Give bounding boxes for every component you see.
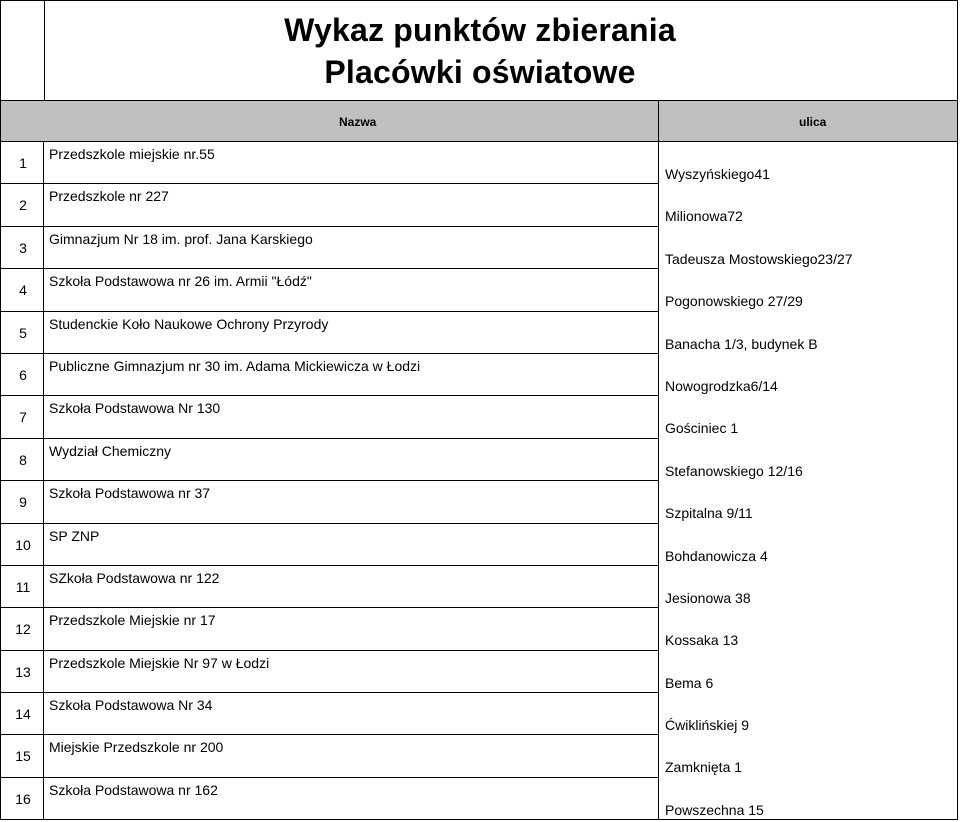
row-number-cell xyxy=(0,142,44,184)
facility-name: Miejskie Przedszkole nr 200 xyxy=(49,739,224,756)
street-address: Ćwiklińskiej 9 xyxy=(665,717,750,734)
table-row xyxy=(0,608,958,650)
row-number: 3 xyxy=(19,239,27,256)
name-cell xyxy=(44,778,658,820)
sheet-subtitle: Placówki oświatowe xyxy=(324,54,636,90)
row-number: 5 xyxy=(19,324,27,341)
row-number-cell xyxy=(0,651,44,693)
table-row xyxy=(0,184,958,226)
street-address: Szpitalna 9/11 xyxy=(665,505,753,522)
row-number: 12 xyxy=(15,621,31,638)
facility-name: Gimnazjum Nr 18 im. prof. Jana Karskiego xyxy=(49,230,313,247)
name-cell xyxy=(44,735,658,777)
street-address: Zamknięta 1 xyxy=(665,759,743,776)
street-cell xyxy=(658,142,958,184)
row-number-cell xyxy=(0,566,44,608)
street-cell xyxy=(658,735,958,777)
street-cell xyxy=(658,312,958,354)
table-row xyxy=(0,312,958,354)
name-cell xyxy=(44,396,658,438)
name-cell xyxy=(44,312,658,354)
facility-name: SP ZNP xyxy=(49,527,100,544)
name-cell xyxy=(44,524,658,566)
row-number: 13 xyxy=(15,663,31,680)
facility-name: Szkoła Podstawowa Nr 34 xyxy=(49,697,213,714)
facility-name: Szkoła Podstawowa Nr 130 xyxy=(49,400,221,417)
street-cell xyxy=(658,269,958,311)
street-address: Banacha 1/3, budynek B xyxy=(665,335,818,352)
street-address: Nowogrodzka6/14 xyxy=(665,377,778,394)
row-number-cell xyxy=(0,778,44,820)
table-row xyxy=(0,439,958,481)
street-cell xyxy=(658,354,958,396)
table-row xyxy=(0,142,958,184)
name-cell xyxy=(44,608,658,650)
row-number: 11 xyxy=(15,578,31,595)
street-cell xyxy=(658,778,958,820)
row-number-cell xyxy=(0,481,44,523)
row-number: 10 xyxy=(15,536,31,553)
street-cell xyxy=(658,566,958,608)
table-row xyxy=(0,481,958,523)
street-address: Powszechna 15 xyxy=(665,801,764,818)
facility-name: Szkoła Podstawowa nr 37 xyxy=(49,485,211,502)
row-number: 9 xyxy=(19,494,27,511)
facility-name: Przedszkole miejskie nr.55 xyxy=(49,146,215,162)
row-number: 8 xyxy=(19,451,27,468)
facility-name: Publiczne Gimnazjum nr 30 im. Adama Mickiewicza w Łodzi xyxy=(49,357,421,374)
street-address: Gościniec 1 xyxy=(665,420,739,437)
facility-name: Szkoła Podstawowa nr 26 im. Armii "Łódź" xyxy=(49,273,312,290)
name-cell xyxy=(44,566,658,608)
facility-name: Przedszkole Miejskie nr 17 xyxy=(49,612,216,629)
row-number: 7 xyxy=(19,409,27,426)
facility-name: Szkoła Podstawowa nr 162 xyxy=(49,781,218,798)
name-cell xyxy=(44,142,658,184)
table-header xyxy=(0,100,958,142)
row-number: 15 xyxy=(15,748,31,765)
facility-name: SZkoła Podstawowa nr 122 xyxy=(49,569,220,586)
street-address: Jesionowa 38 xyxy=(665,589,751,606)
row-number-cell xyxy=(0,608,44,650)
table-row xyxy=(0,354,958,396)
facility-name: Przedszkole nr 227 xyxy=(49,188,169,205)
row-number-cell xyxy=(0,524,44,566)
street-address: Bohdanowicza 4 xyxy=(665,547,768,564)
street-cell xyxy=(658,439,958,481)
row-number: 4 xyxy=(19,282,27,299)
table-row xyxy=(0,566,958,608)
name-cell xyxy=(44,227,658,269)
facility-name: Wydział Chemiczny xyxy=(49,442,172,459)
street-address: Milionowa72 xyxy=(665,208,743,225)
row-number-cell xyxy=(0,184,44,226)
name-cell xyxy=(44,481,658,523)
street-cell xyxy=(658,651,958,693)
facility-name: Przedszkole Miejskie Nr 97 w Łodzi xyxy=(49,654,270,671)
title-area xyxy=(0,0,960,100)
sheet-title: Wykaz punktów zbierania xyxy=(284,12,676,48)
street-cell xyxy=(658,227,958,269)
street-address: Pogonowskiego 27/29 xyxy=(665,293,803,310)
street-cell xyxy=(658,693,958,735)
header-street: ulica xyxy=(799,115,827,129)
row-number: 6 xyxy=(19,366,27,383)
row-number-cell xyxy=(0,396,44,438)
row-number-cell xyxy=(0,693,44,735)
table-row xyxy=(0,269,958,311)
street-cell xyxy=(658,608,958,650)
street-address: Wyszyńskiego41 xyxy=(665,166,770,182)
street-address: Tadeusza Mostowskiego23/27 xyxy=(665,250,853,267)
row-number-cell xyxy=(0,354,44,396)
row-number: 16 xyxy=(15,790,31,807)
row-number-cell xyxy=(0,227,44,269)
name-cell xyxy=(44,693,658,735)
table-row xyxy=(0,524,958,566)
table-row xyxy=(0,227,958,269)
row-number: 1 xyxy=(19,155,27,171)
table-row xyxy=(0,778,958,820)
street-address: Stefanowskiego 12/16 xyxy=(665,462,803,479)
table-row xyxy=(0,693,958,735)
row-number-cell xyxy=(0,735,44,777)
street-cell xyxy=(658,396,958,438)
name-cell xyxy=(44,354,658,396)
row-number-cell xyxy=(0,439,44,481)
row-number-cell xyxy=(0,312,44,354)
street-cell xyxy=(658,184,958,226)
name-cell xyxy=(44,439,658,481)
name-cell xyxy=(44,651,658,693)
row-number: 2 xyxy=(19,197,27,214)
street-cell xyxy=(658,524,958,566)
name-cell xyxy=(44,269,658,311)
name-cell xyxy=(44,184,658,226)
header-divider xyxy=(658,100,659,142)
street-address: Bema 6 xyxy=(665,674,714,691)
header-name: Nazwa xyxy=(339,115,377,129)
table-row xyxy=(0,396,958,438)
table-body xyxy=(0,142,958,820)
street-cell xyxy=(658,481,958,523)
table-row xyxy=(0,651,958,693)
facility-name: Studenckie Koło Naukowe Ochrony Przyrody xyxy=(49,315,329,332)
row-number-cell xyxy=(0,269,44,311)
row-number: 14 xyxy=(15,706,31,723)
street-address: Kossaka 13 xyxy=(665,632,739,649)
table-row xyxy=(0,735,958,777)
